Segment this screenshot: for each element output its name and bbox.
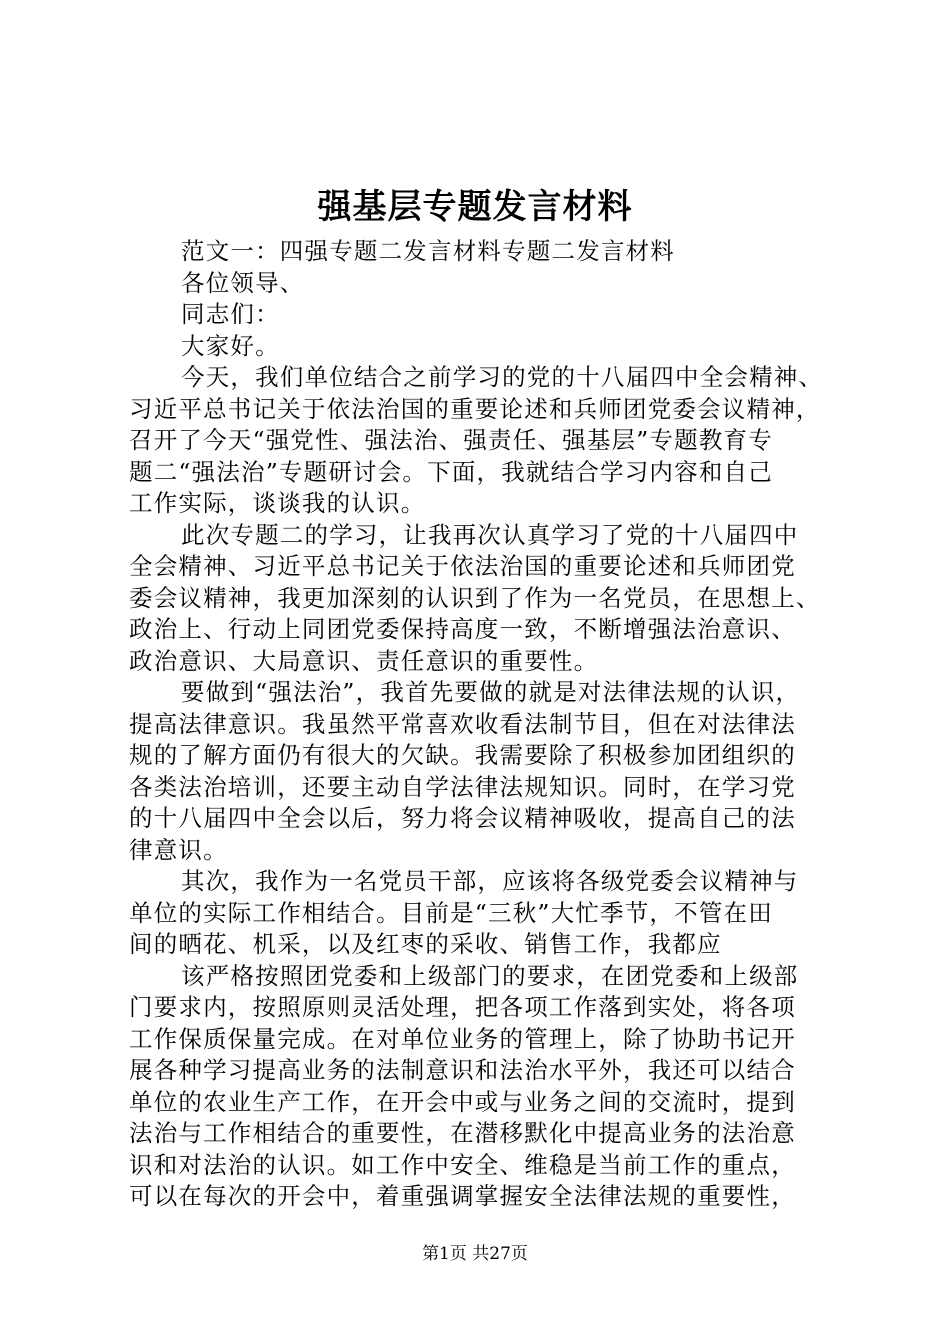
body-line: 识和对法治的认识。如工作中安全、维稳是当前工作的重点，: [129, 1150, 796, 1179]
body-line: 全会精神、习近平总书记关于依法治国的重要论述和兵师团党: [129, 552, 796, 580]
document-title: 强基层专题发言材料: [317, 187, 633, 227]
body-line: 政治上、行动上同团党委保持高度一致，不断增强法治意识、: [129, 615, 796, 643]
body-line: 门要求内，按照原则灵活处理，把各项工作落到实处，将各项: [129, 993, 796, 1021]
body-line: 召开了今天“强党性、强法治、强责任、强基层”专题教育专: [129, 426, 773, 454]
body-line: 题二“强法治”专题研讨会。下面，我就结合学习内容和自己: [129, 457, 773, 486]
body-line: 要做到“强法治”，我首先要做的就是对法律法规的认识，: [181, 678, 801, 706]
body-line: 今天，我们单位结合之前学习的党的十八届四中全会精神、: [181, 363, 824, 391]
body-line: 单位的实际工作相结合。目前是“三秋”大忙季节，不管在田: [129, 898, 773, 927]
document-body: [129, 236, 845, 1213]
body-line: 政治意识、大局意识、责任意识的重要性。: [129, 646, 599, 675]
body-line: 各类法治培训，还要主动自学法律法规知识。同时，在学习党: [129, 772, 796, 801]
body-line: 展各种学习提高业务的法制意识和法治水平外，我还可以结合: [129, 1056, 796, 1084]
body-line: 习近平总书记关于依法治国的重要论述和兵师团党委会议精神，: [129, 394, 821, 423]
body-line: 该严格按照团党委和上级部门的要求，在团党委和上级部: [181, 961, 799, 990]
body-line: 可以在每次的开会中，着重强调掌握安全法律法规的重要性，: [129, 1182, 796, 1210]
body-line: 律意识。: [129, 835, 228, 864]
body-line: 大家好。: [181, 331, 280, 360]
body-line: 委会议精神，我更加深刻的认识到了作为一名党员，在思想上、: [129, 583, 821, 612]
body-line: 法治与工作相结合的重要性，在潜移默化中提高业务的法治意: [129, 1119, 796, 1147]
body-line: 各位领导、: [181, 268, 305, 297]
body-line: 其次，我作为一名党员干部，应该将各级党委会议精神与: [181, 867, 799, 895]
body-line: 此次专题二的学习，让我再次认真学习了党的十八届四中: [181, 520, 799, 549]
body-line: 的十八届四中全会以后，努力将会议精神吸收，提高自己的法: [129, 804, 796, 832]
body-line: 间的晒花、机采，以及红枣的采收、销售工作，我都应: [129, 930, 722, 958]
body-line: 单位的农业生产工作，在开会中或与业务之间的交流时，提到: [129, 1087, 796, 1116]
body-line: 规的了解方面仍有很大的欠缺。我需要除了积极参加团组织的: [129, 741, 796, 769]
page-footer: 第1页 共27页: [422, 1244, 528, 1264]
body-line: 工作实际，谈谈我的认识。: [129, 489, 426, 517]
body-line: 范文一：四强专题二发言材料专题二发言材料: [181, 237, 675, 265]
body-line: 同志们：: [181, 300, 280, 328]
body-line: 工作保质保量完成。在对单位业务的管理上，除了协助书记开: [129, 1024, 796, 1053]
body-line: 提高法律意识。我虽然平常喜欢收看法制节目，但在对法律法: [129, 709, 796, 738]
